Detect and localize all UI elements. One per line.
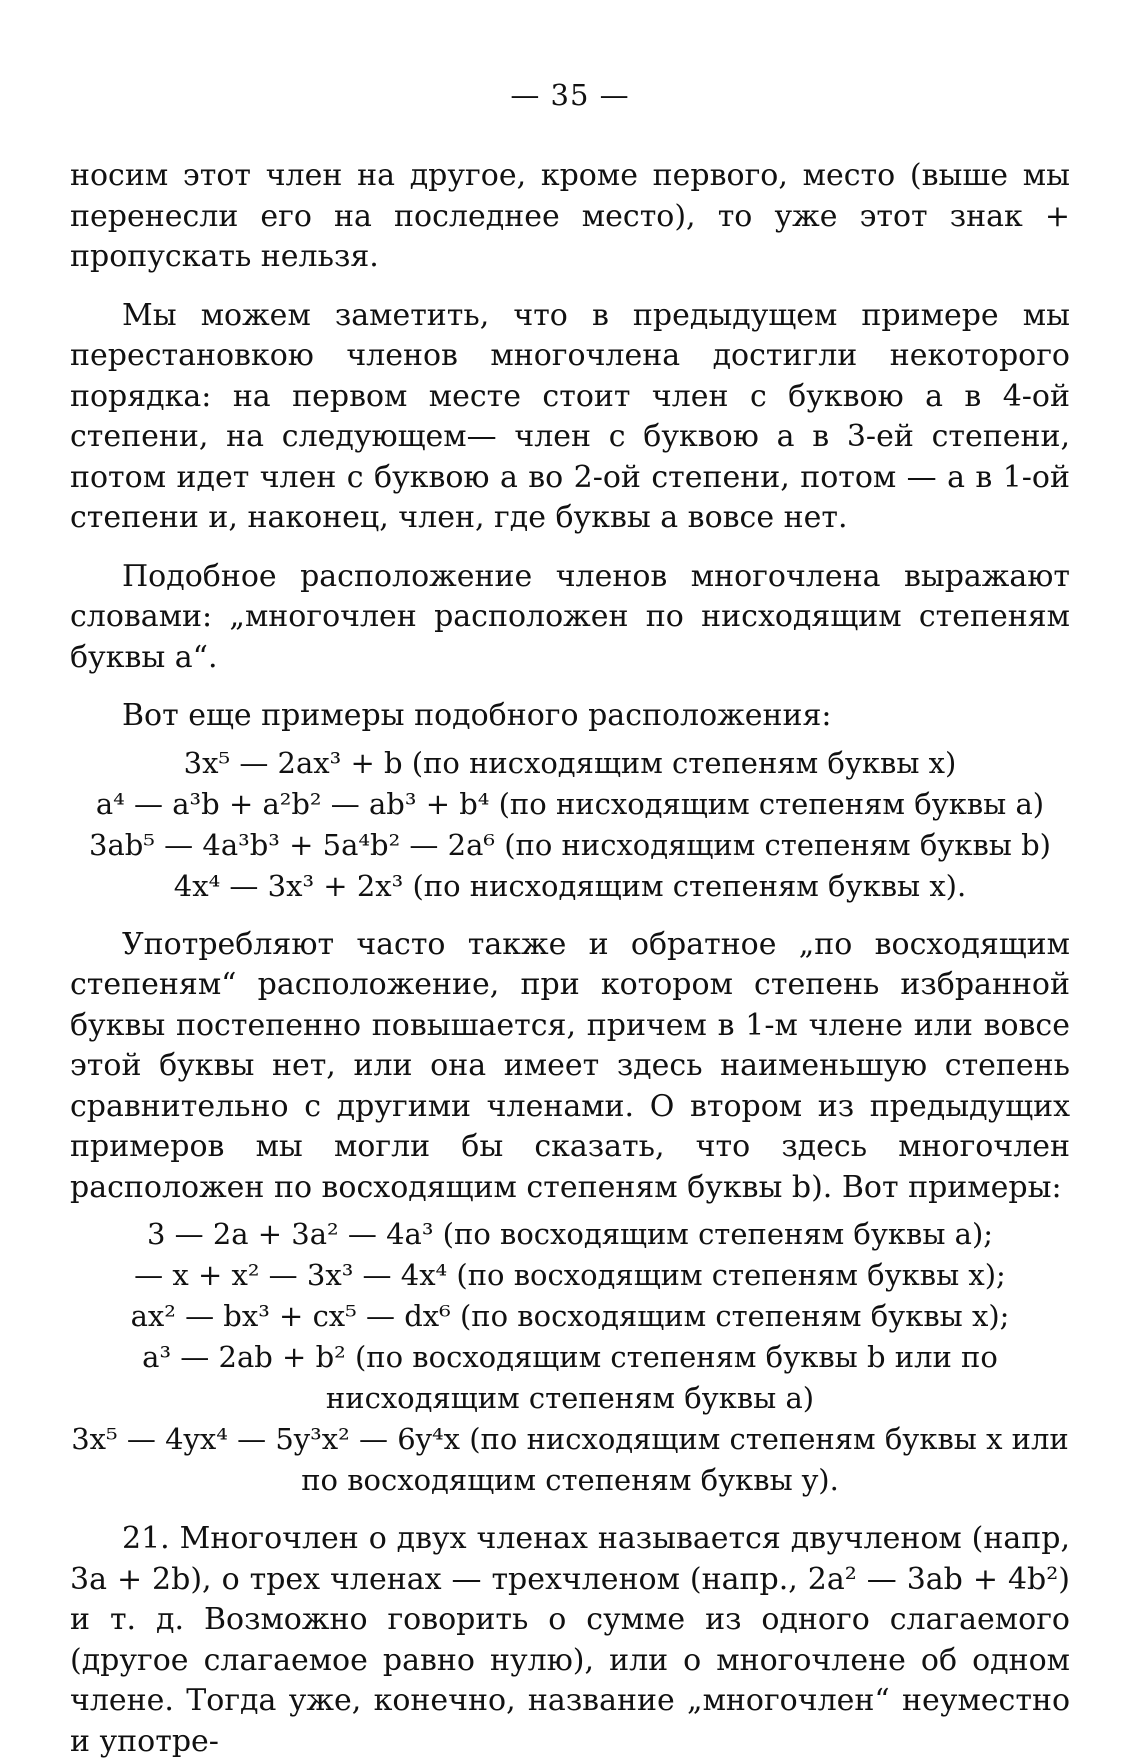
paragraph-2: Мы можем заметить, что в предыдущем примере мы перестановкою членов многочлена достигли некоторого порядка: на первом месте стоит член с буквою a в 4-ой степени, на следующем— член с буквою a в 3-ей степени, потом идет член с буквою a во 2-ой степени, потом — a в 1-ой степени и, наконец, член, где буквы a вовсе нет. — [70, 297, 1070, 535]
page-number: — 35 — — [510, 78, 630, 112]
formula-line: 3 — 2a + 3a² — 4a³ (по восходящим степеням буквы a); — [146, 1217, 994, 1251]
descending-examples — [70, 743, 1070, 907]
paragraph-3: Подобное расположение членов многочлена выражают словами: „многочлен расположен по нисходящим степеням буквы a“. — [70, 558, 1070, 675]
formula-line: 4x⁴ — 3x³ + 2x³ (по нисходящим степеням буквы x). — [173, 868, 967, 903]
formula-line: a⁴ — a³b + a²b² — ab³ + b⁴ (по нисходящим степеням буквы a) — [95, 786, 1045, 821]
formula-line: — x + x² — 3x³ — 4x⁴ (по восходящим степеням буквы x); — [134, 1258, 1006, 1292]
formula-line: ax² — bx³ + cx⁵ — dx⁶ (по восходящим степеням буквы x); — [130, 1299, 1010, 1333]
paragraph-5: Употребляют часто также и обратное „по восходящим степеням“ расположение, при котором степень избранной буквы постепенно повышается, причем в 1-м члене или вовсе этой буквы нет, или она имеет здесь наименьшую степень сравнительно с другими членами. О втором из предыдущих примеров мы могли бы сказать, что здесь многочлен расположен по восходящим степеням буквы b). Вот примеры: — [70, 926, 1070, 1205]
formula-line: 3x⁵ — 2ax³ + b (по нисходящим степеням буквы x) — [183, 745, 957, 780]
formula-line: 3x⁵ — 4yx⁴ — 5y³x² — 6y⁴x (по нисходящим степеням буквы x или по восходящим степеням буквы y). — [71, 1422, 1069, 1497]
formula-line: a³ — 2ab + b² (по восходящим степеням буквы b или по нисходящим степеням буквы a) — [142, 1340, 998, 1415]
paragraph-6: 21. Многочлен о двух членах называется двучленом (напр, 3a + 2b), о трех членах — трехчленом (напр., 2a² — 3ab + 4b²) и т. д. Возможно говорить о сумме из одного слагаемого (другое слагаемое равно нулю), или о многочлене об одном члене. Тогда уже, конечно, название „многочлен“ неуместно и употре- — [70, 1521, 1070, 1759]
formula-line: 3ab⁵ — 4a³b³ + 5a⁴b² — 2a⁶ (по нисходящим степеням буквы b) — [89, 827, 1051, 862]
ascending-examples — [70, 1214, 1070, 1501]
paragraph-4: Вот еще примеры подобного расположения: — [122, 698, 832, 733]
paragraph-1: носим этот член на другое, кроме первого, место (выше мы перенесли его на последнее место), то уже этот знак + пропускать нельзя. — [70, 158, 1070, 274]
